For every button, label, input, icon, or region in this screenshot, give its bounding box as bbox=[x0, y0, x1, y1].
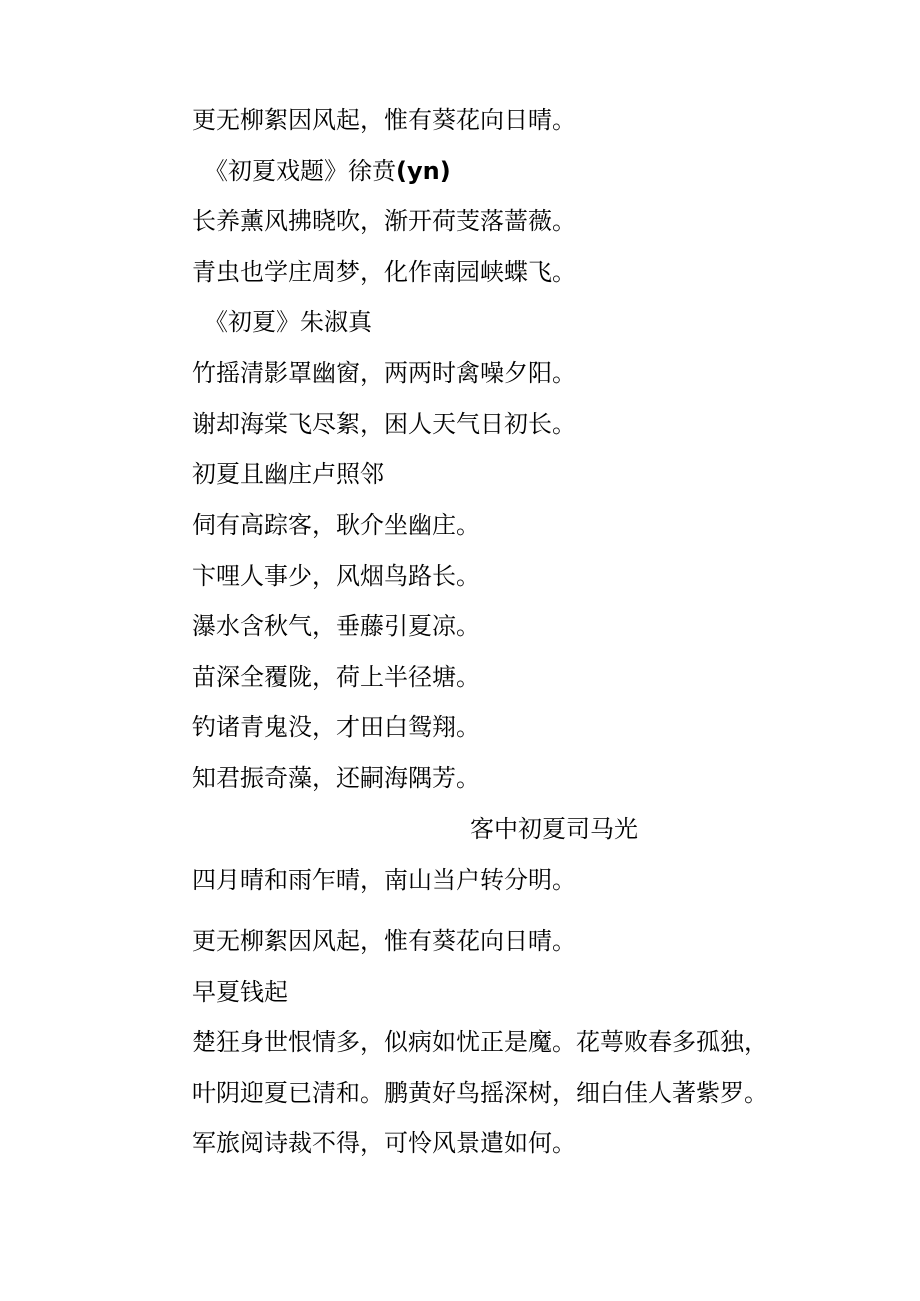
poem-line: 长养薰风拂晓吹，渐开荷芰落蔷薇。 bbox=[192, 207, 576, 235]
poem-title: 《初夏》朱淑真 bbox=[204, 308, 372, 336]
poem-line: 钓诸青鬼没，才田白鸳翔。 bbox=[192, 713, 480, 741]
poem-title: 客中初夏司马光 bbox=[470, 815, 638, 843]
poem-line: 卞哩人事少，风烟鸟路长。 bbox=[192, 562, 480, 590]
poem-line: 竹摇清影罩幽窗，两两时禽噪夕阳。 bbox=[192, 359, 576, 387]
poem-line: 更无柳絮因风起，惟有葵花向日晴。 bbox=[192, 927, 576, 955]
poem-line: 瀑水含秋气，垂藤引夏凉。 bbox=[192, 612, 480, 640]
poem-line: 更无柳絮因风起，惟有葵花向日晴。 bbox=[192, 106, 576, 134]
poem-line: 军旅阅诗裁不得，可怜风景遣如何。 bbox=[192, 1129, 576, 1157]
poem-title-text: 《初夏戏题》徐贲 bbox=[204, 157, 396, 185]
poem-line: 四月晴和雨乍晴，南山当户转分明。 bbox=[192, 866, 576, 894]
poem-title bbox=[204, 155, 451, 187]
poem-title: 初夏且幽庄卢照邻 bbox=[192, 460, 384, 488]
poem-line: 谢却海棠飞尽絮，困人天气日初长。 bbox=[192, 410, 576, 438]
poem-line: 伺有高踪客，耿介坐幽庄。 bbox=[192, 511, 480, 539]
poem-line: 苗深全覆陇，荷上半径塘。 bbox=[192, 663, 480, 691]
poem-line: 知君振奇藻，还嗣海隅芳。 bbox=[192, 764, 480, 792]
pinyin-annotation: (yn) bbox=[396, 157, 451, 185]
poem-line: 楚狂身世恨情多，似病如忧正是魔。花萼败春多孤独， bbox=[192, 1028, 768, 1056]
poem-title: 早夏钱起 bbox=[192, 978, 288, 1006]
poem-line: 青虫也学庄周梦，化作南园峡蝶飞。 bbox=[192, 258, 576, 286]
poem-line: 叶阴迎夏已清和。鹏黄好鸟摇深树，细白佳人著紫罗。 bbox=[192, 1079, 768, 1107]
